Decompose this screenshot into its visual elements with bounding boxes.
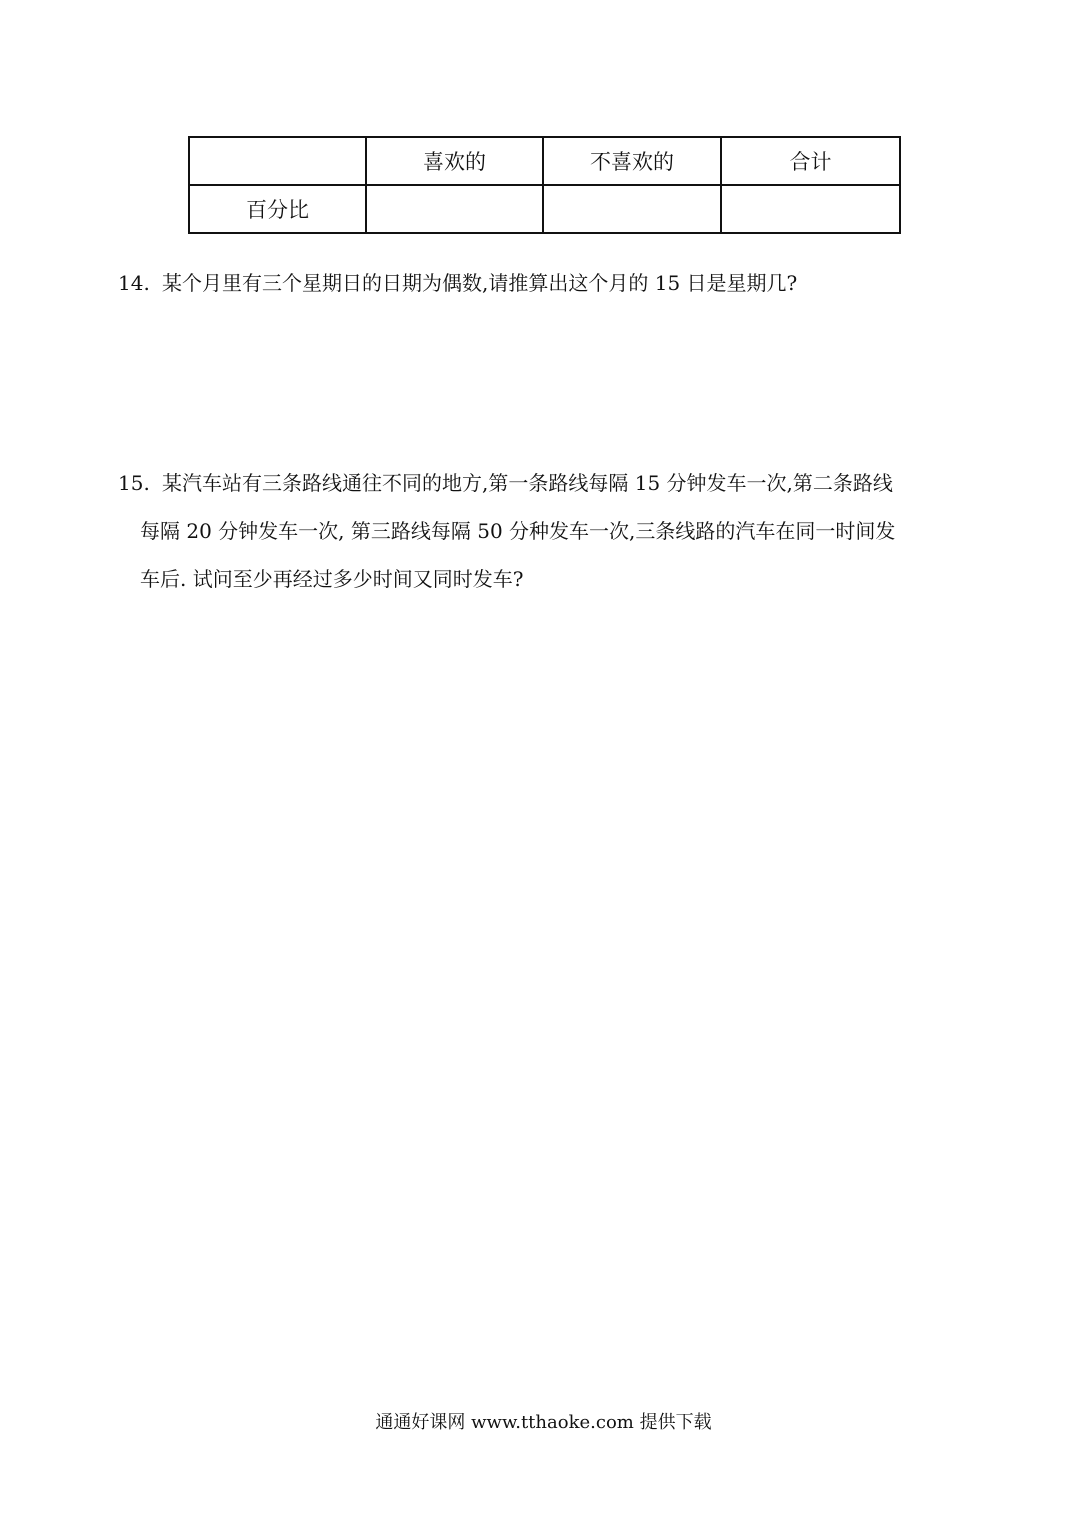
table-header-cell: 喜欢的 — [366, 137, 543, 185]
table-cell — [366, 185, 543, 233]
question-number: 15. — [118, 471, 150, 495]
question-number: 14. — [118, 271, 150, 295]
page-footer: 通通好课网 www.tthaoke.com 提供下载 — [375, 1412, 712, 1433]
question-14 — [118, 259, 978, 307]
table-header-cell — [189, 137, 366, 185]
table-row — [189, 185, 900, 233]
percentage-table — [188, 136, 901, 234]
table-row-label: 百分比 — [189, 185, 366, 233]
question-text: 某个月里有三个星期日的日期为偶数,请推算出这个月的 15 日是星期几? — [162, 271, 798, 295]
table-cell — [543, 185, 721, 233]
question-text: 某汽车站有三条路线通往不同的地方,第一条路线每隔 15 分钟发车一次,第二条路线 — [162, 471, 893, 495]
table-cell — [721, 185, 900, 233]
table-header-cell: 合计 — [721, 137, 900, 185]
question-text-line: 车后. 试问至少再经过多少时间又同时发车? — [140, 567, 524, 591]
question-15 — [118, 459, 978, 603]
table-header-row — [189, 137, 900, 185]
question-text-line: 每隔 20 分钟发车一次, 第三路线每隔 50 分种发车一次,三条线路的汽车在同一时间发 — [140, 519, 896, 543]
table-header-cell: 不喜欢的 — [543, 137, 721, 185]
